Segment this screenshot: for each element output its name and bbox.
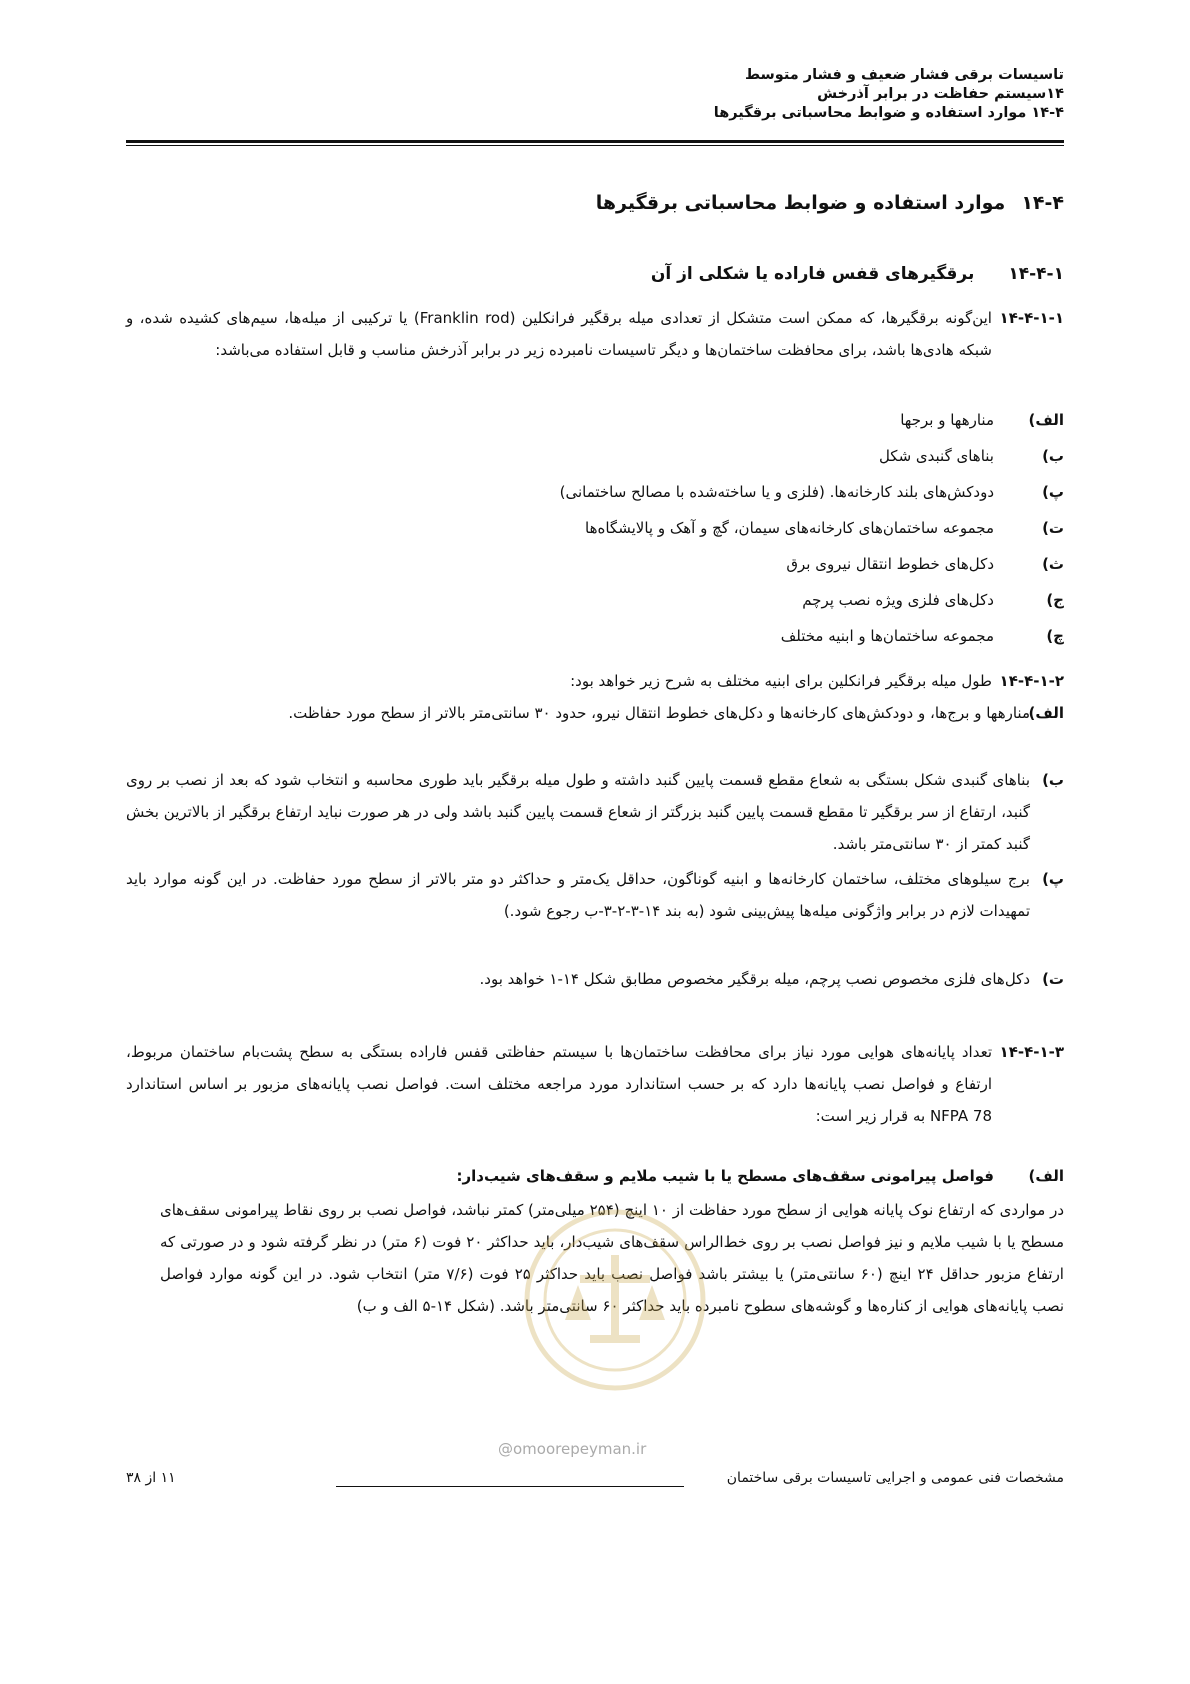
clause-3-text: تعداد پایانه‌های هوایی مورد نیاز برای محافظت ساختمان‌ها با سیستم حفاظتی قفس فاراده بستگی به سطح پشت‌بام ساختمان مربوط، ارتفاع و فواصل نصب پایانه‌ها دارد که بر حسب استاندارد مورد مراجعه مختلف است. فواصل نصب پایانه‌های مزبور بر اساس استاندارد NFPA 78 به قرار زیر است: bbox=[126, 1043, 992, 1125]
header-rule-thick bbox=[126, 140, 1064, 143]
list-item: پ) دودکش‌های بلند کارخانه‌ها. (فلزی و یا ساخته‌شده با مصالح ساختمانی) bbox=[559, 483, 1064, 501]
footer-rule bbox=[336, 1486, 684, 1487]
clause-3-subtext: در مواردی که ارتفاع نوک پایانه هوایی از سطح مورد حفاظت از ۱۰ اینچ (۲۵۴ میلی‌متر) کمتر نباشد، فواصل نصب بر روی نقاط پیرامونی سقف‌های مسطح یا با شیب ملایم و نیز فواصل نصب بر روی خط‌الراس سقف‌های شیب‌دار، باید حداکثر ۲۰ فوت (۶ متر) در نظر گرفته شود و در صورتی که ارتفاع مزبور حداقل ۲۴ اینچ (۶۰ سانتی‌متر) یا بیشتر باشد فواصل نصب باید حداکثر ۲۵ فوت (۷/۶ متر) انتخاب شود. در این گونه موارد فواصل نصب پایانه‌های هوایی از کناره‌ها و گوشه‌های سطوح نامبرده باید حداکثر ۶۰ سانتی‌متر باشد. (شکل ۱۴-۵ الف و ب) bbox=[160, 1201, 1064, 1315]
list-item: ب) بناهای گنبدی شکل bbox=[878, 447, 1064, 465]
clause-2-item-b: ب) بناهای گنبدی شکل بستگی به شعاع مقطع قسمت پایین گنبد داشته و طول میله برقگیر باید طوری محاسبه و انتخاب شود که بعد از نصب بر روی گنبد، ارتفاع از سر برقگیر تا مقطع قسمت پایین گنبد بزرگتر از شعاع قسمت پایین گنبد باشد ولی در هر صورت نباید ارتفاع برقگیر از بالاترین بخش گنبد کمتر از ۳۰ سانتی‌متر باشد. bbox=[126, 771, 1064, 853]
footer-title: مشخصات فنی عمومی و اجرایی تاسیسات برقی ساختمان bbox=[726, 1470, 1064, 1486]
clause-2-item-a: الف) منارهها و برج‌ها، و دودکش‌های کارخانه‌ها و دکل‌های خطوط انتقال نیرو، حدود ۳۰ سانتی‌متر بالاتر از سطح مورد حفاظت. bbox=[288, 704, 1064, 722]
clause-3-subheading: الف) فواصل پیرامونی سقف‌های مسطح یا با شیب ملایم و سقف‌های شیب‌دار: bbox=[456, 1167, 1064, 1185]
clause-1 bbox=[126, 302, 1064, 366]
clause-2-number: ۱۴-۴-۱-۲ bbox=[999, 672, 1064, 690]
list-item: چ) مجموعه ساختمان‌ها و ابنیه مختلف bbox=[780, 627, 1064, 645]
subsection-title: برقگیرهای قفس فاراده یا شکلی از آن bbox=[650, 264, 975, 284]
clause-2 bbox=[126, 665, 1064, 697]
header-line-2: ۱۴سیستم حفاظت در برابر آذرخش bbox=[817, 86, 1064, 102]
clause-3 bbox=[126, 1036, 1064, 1132]
list-item: ث) دکل‌های خطوط انتقال نیروی برق bbox=[786, 555, 1064, 573]
seal-watermark-icon bbox=[520, 1205, 710, 1395]
clause-1-number: ۱۴-۴-۱-۱ bbox=[999, 309, 1064, 327]
page-footer bbox=[126, 1470, 1064, 1490]
clause-1-list bbox=[126, 402, 1064, 654]
running-header bbox=[126, 66, 1064, 123]
subsection-number: ۱۴-۴-۱ bbox=[1008, 264, 1064, 284]
clause-2-text: طول میله برقگیر فرانکلین برای ابنیه مختلف به شرح زیر خواهد بود: bbox=[570, 672, 992, 690]
watermark-url: @omoorepeyman.ir bbox=[498, 1440, 647, 1458]
page-number: ۱۱ از ۳۸ bbox=[126, 1470, 176, 1486]
clause-1-text: این‌گونه برقگیرها، که ممکن است متشکل از تعدادی میله برقگیر فرانکلین (Franklin rod) یا ترکیبی از میله‌ها، سیم‌های کشیده شده، و شبکه هادی‌ها باشد، برای محافظت ساختمان‌ها و دیگر تاسیسات نامبرده زیر در برابر آذرخش مناسب و قابل استفاده می‌باشد: bbox=[126, 309, 992, 359]
clause-3-number: ۱۴-۴-۱-۳ bbox=[999, 1043, 1064, 1061]
section-title: موارد استفاده و ضوابط محاسباتی برقگیرها bbox=[595, 192, 1006, 214]
section-heading bbox=[596, 192, 1064, 214]
list-item: ج) دکل‌های فلزی ویژه نصب پرچم bbox=[802, 591, 1064, 609]
header-rule-thin bbox=[126, 145, 1064, 146]
clause-2-item-p: پ) برج سیلوهای مختلف، ساختمان کارخانه‌ها و ابنیه گوناگون، حداقل یک‌متر و حداکثر دو متر بالاتر از سطح مورد حفاظت. در این گونه موارد باید تمهیدات لازم در برابر واژگونی میله‌ها پیش‌بینی شود (به بند ۱۴-۳-۲-۳-ب رجوع شود.) bbox=[126, 870, 1064, 920]
header-line-3: ۱۴-۴ موارد استفاده و ضوابط محاسباتی برقگیرها bbox=[713, 105, 1064, 121]
clause-2-item-t: ت) دکل‌های فلزی مخصوص نصب پرچم، میله برقگیر مخصوص مطابق شکل ۱۴-۱ خواهد بود. bbox=[479, 970, 1064, 988]
list-item: الف) منارهها و برجها bbox=[900, 411, 1064, 429]
section-number: ۱۴-۴ bbox=[1021, 192, 1064, 214]
list-item: ت) مجموعه ساختمان‌های کارخانه‌های سیمان، گچ و آهک و پالایشگاه‌ها bbox=[585, 519, 1064, 537]
header-line-1: تاسیسات برقی فشار ضعیف و فشار متوسط bbox=[744, 67, 1064, 83]
subsection-heading bbox=[651, 264, 1064, 284]
